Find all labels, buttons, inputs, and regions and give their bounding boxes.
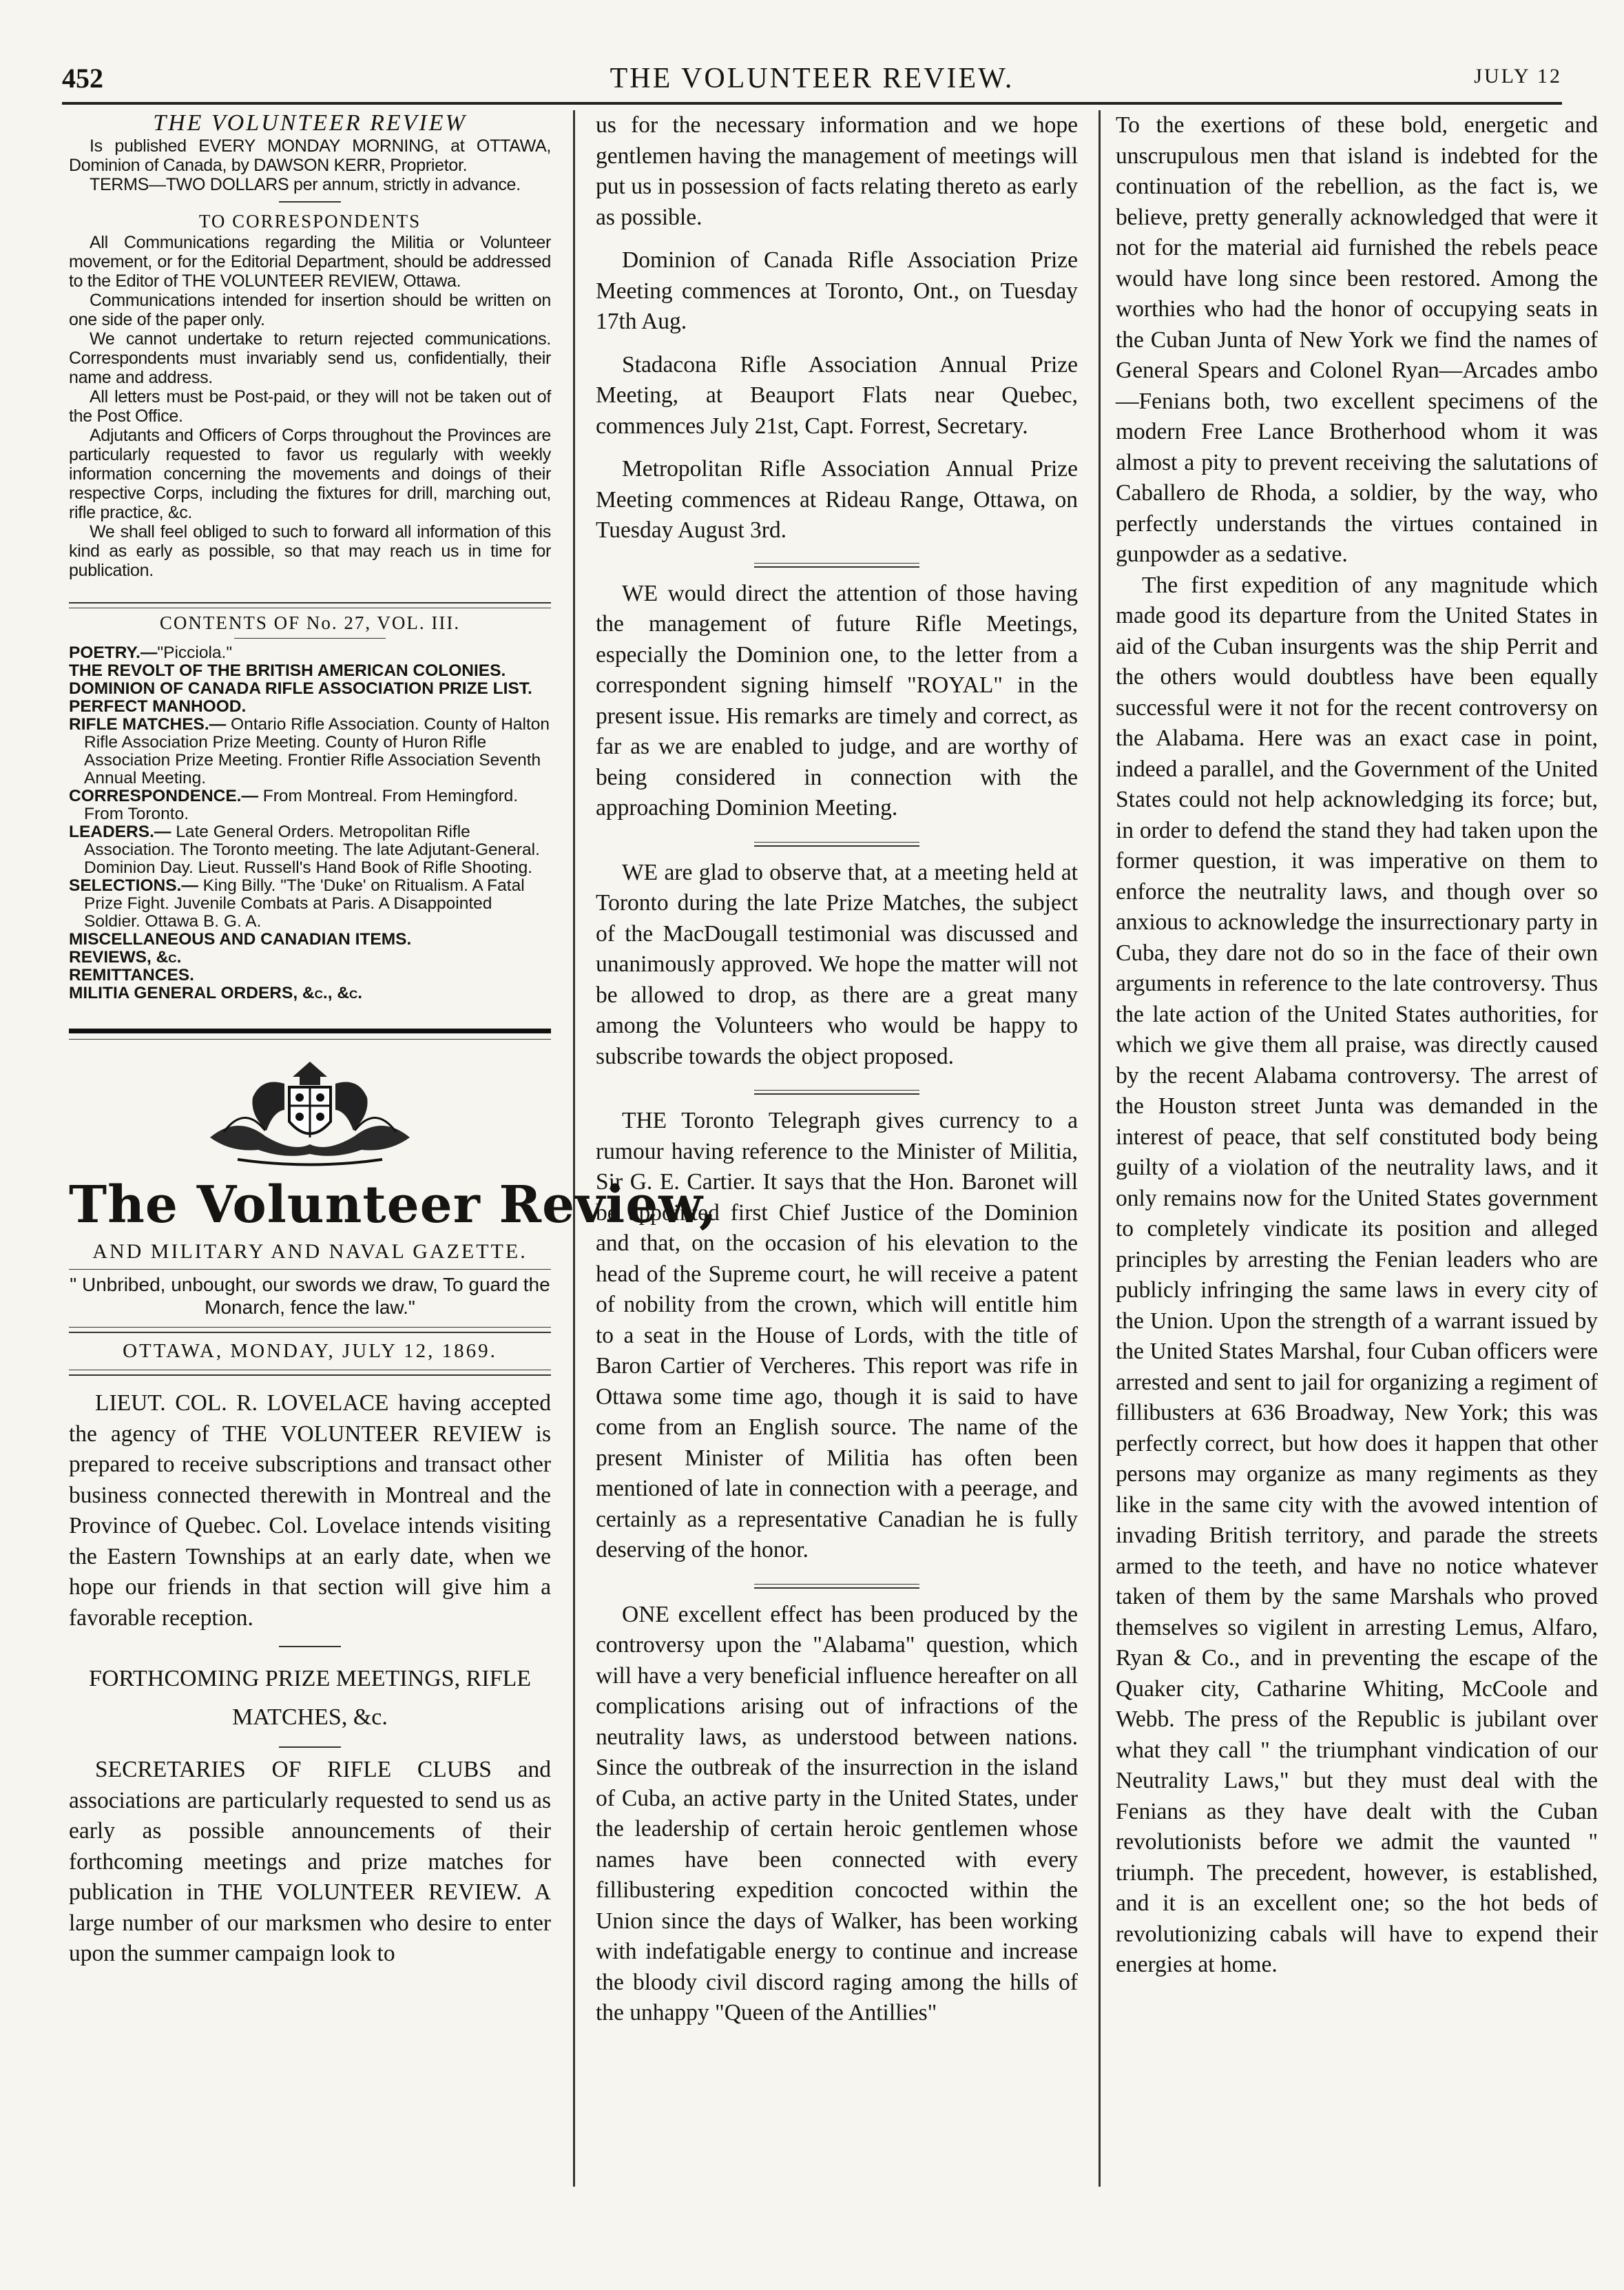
telegraph-paragraph: THE Toronto Telegraph gives currency to a rumour having reference to the Minister of Militia, Sir G. E. Cartier. It says that the Hon. Baronet will be appointed first Chief Justice of the Dominion and that, on the occasion of his elevation to the head of the Supreme court, he will receive a patent of nobility from the crown, which will entitle him to a seat in the House of Lords, with the title of Baron Cartier of Vercheres. This report was rife in Ottawa some time ago, though it is said to have come from an English source. The name of the present Minister of Militia has often been mentioned of late in connection with a peerage, and certainly as a representative Canadian he is fully deserving of the honor. [596,1108,1078,1562]
stadacona-notice: Stadacona Rifle Association Annual Prize Meeting, at Beauport Flats near Quebec, commences July 21st, Capt. Forrest, Secretary. [596,351,1078,439]
contents-label: MISCELLANEOUS AND CANADIAN ITEMS. [69,930,412,949]
contents-label: SELECTIONS.— [69,876,198,895]
contents-item [69,698,551,716]
page-number: 452 [62,63,103,94]
divider [69,1029,551,1033]
dominion-meeting-notice: Dominion of Canada Rifle Association Prize Meeting commences at Toronto, Ont., on Tuesday 17th Aug. [596,247,1078,334]
paper-title: THE VOLUNTEER REVIEW [153,110,467,136]
continued-paragraph: us for the necessary information and we hope gentlemen having the management of meetings will put us in possession of facts relating thereto as early as possible. [596,112,1078,230]
header-date: JULY 12 [1474,65,1562,87]
page-header [62,62,1562,103]
contents-text: From Montreal. From Hemingford. From Toronto. [84,787,519,823]
divider [754,1090,919,1091]
forthcoming-paragraph: SECRETARIES OF RIFLE CLUBS and associations are particularly requested to send us as early as possible announcements of their forthcoming meetings and prize matches for publication in THE VOLUNTEER REVIEW. A large number of our marksmen who desire to enter upon the summer campaign look to [69,1757,551,1966]
contents-item [69,680,551,698]
contents-label: REVIEWS, &c. [69,948,182,967]
contents-label: POETRY.— [69,643,158,662]
divider [754,1584,919,1585]
notice-item: All letters must be Post-paid, or they will not be taken out of the Post Office. [69,387,551,426]
divider [69,1039,551,1040]
contents-label: PERFECT MANHOOD. [69,697,247,716]
contents-label: RIFLE MATCHES.— [69,715,227,734]
column-rule [1099,110,1101,2187]
metropolitan-notice: Metropolitan Rifle Association Annual Prize Meeting commences at Rideau Range, Ottawa, on Tuesday August 3rd. [596,456,1078,543]
crest-icon [196,1049,424,1166]
alabama-paragraph: ONE excellent effect has been produced by the controversy upon the "Alabama" question, which will have a very beneficial influence hereafter on all complications arising out of infractions of the neutrality laws, as understood between nations. Since the outbreak of the insurrection in the island of Cuba, an active party in the United States, under the leadership of certain heroic gentlemen whose names have been connected with every fillibustering expedition concocted within the Union since the days of Walker, has been working with indefatigable energy to continue and increase the bloody civil discord raging among the hills of the unhappy "Queen of the Antillies" [596,1601,1078,2025]
cuba-paragraph: To the exertions of these bold, energetic and unscrupulous men that island is indebted for the continuation of the rebellion, as the fact is, we believe, pretty generally acknowledged that were it not for the material aid furnished the rebels peace would have long since been restored. Among the worthies who had the honor of occupying seats in the Cuban Junta of New York we find the names of General Spears and Colonel Ryan—Arcades ambo—Fenians both, two excellent specimens of the modern Free Lance Brotherhood whom it was almost a pity to prevent receiving the salutations of Caballero de Rhoda, a soldier, by the way, who perfectly understands the virtues contained in gunpowder as a sedative. [1116,112,1598,567]
contents-item [69,931,551,949]
masthead-subtitle: AND MILITARY AND NAVAL GAZETTE. [92,1240,528,1263]
divider [754,1587,919,1589]
dateline: OTTAWA, MONDAY, JULY 12, 1869. [123,1340,497,1362]
contents-text: Late General Orders. Metropolitan Rifle Association. The Toronto meeting. The late Adjutant-General. Dominion Day. Lieut. Russell's Hand Book of Rifle Shooting. [84,823,540,877]
divider [69,602,551,604]
contents-label: DOMINION OF CANADA RIFLE ASSOCIATION PRIZE LIST. [69,679,532,698]
notice-item: We cannot undertake to return rejected communications. Correspondents must invariably send us, confidentially, their name and address. [69,329,551,387]
contents-label: MILITIA GENERAL ORDERS, &c., &c. [69,984,363,1002]
contents-item [69,662,551,680]
testimonial-paragraph: WE are glad to observe that, at a meeting held at Toronto during the late Prize Matches, the subject of the MacDougall testimonial was discussed and unanimously approved. We hope the matter will not be allowed to drop, as there are a great many among the Volunteers who would be happy to subscribe towards the object proposed. [596,859,1078,1069]
notice-item: Adjutants and Officers of Corps throughout the Provinces are particularly requested to favor us regularly with weekly information concerning the movements and doings of their respective Corps, including the fixtures for drill, marching out, rifle practice, &c. [69,426,551,522]
contents-label: CORRESPONDENCE.— [69,787,258,805]
contents-heading: CONTENTS OF No. 27, VOL. III. [159,612,461,633]
running-title: THE VOLUNTEER REVIEW. [610,63,1014,94]
contents-label: LEADERS.— [69,823,171,841]
column-1 [69,110,718,2187]
divider [754,842,919,843]
divider [754,566,919,568]
notice-item: Communications intended for insertion should be written on one side of the paper only. [69,291,551,329]
contents-label: THE REVOLT OF THE BRITISH AMERICAN COLONIES. [69,661,506,680]
contents-item [69,984,551,1002]
header-rule [62,102,1562,105]
divider [69,1327,551,1328]
column-rule [573,110,575,2187]
divider [69,1374,551,1376]
motto: " Unbribed, unbought, our swords we draw, To guard the Monarch, fence the law." [70,1274,550,1318]
contents-item [69,716,551,787]
divider [754,1093,919,1095]
forthcoming-heading: FORTHCOMING PRIZE MEETINGS, RIFLE MATCHES, &c. [88,1666,532,1730]
royal-crest-image [69,1049,551,1170]
divider [69,1332,551,1333]
column-3 [1116,110,1598,2187]
divider [279,1646,341,1647]
divider [754,563,919,564]
contents-text: Ontario Rifle Association. County of Halton Rifle Association Prize Meeting. County of Huron Rifle Association Prize Meeting. Frontier Rifle Association Seventh Annual Meeting. [84,715,550,787]
notice-item: All Communications regarding the Militia or Volunteer movement, or for the Editorial Department, should be addressed to the Editor of THE VOLUNTEER REVIEW, Ottawa. [69,233,551,291]
contents-item [69,644,551,662]
expedition-paragraph: The first expedition of any magnitude which made good its departure from the United States in aid of the Cuban insurgents was the ship Perrit and the others would doubtless have been equally successful were it not for the recent controversy on the Alabama. Here was an exact case in point, indeed a parallel, and the Government of the United States could not help acknowledging its force; but, in order to defend the stand they had taken upon the former question, it was imperative on them to enforce the neutrality laws, and though over so anxious to acknowledge the insurrectionary party in Cuba, they dare not do so in the face of their own arguments in reference to the late controversy. Thus the late action of the United States authorities, for which we give them all praise, was directly caused by the recent Alabama controversy. The arrest of the Houston street Junta was demanded in the interest of peace, that self constituted body being guilty of a violation of the neutrality laws, and it only remains now for the United States government to completely vindicate its position and alleged principles by arresting the Fenian leaders who are publicly infringing the same laws in every city of the Union. Upon the strength of a warrant issued by the United States Marshal, four Cuban officers were arrested and sent to jail for organizing a regiment of fillibusters at 636 Broadway, New York; this was perfectly correct, but how does it happen that other persons may organize as many regiments as they like in the same city with the avowed intention of invading British territory, and parade the streets armed to the teeth, and have no notice whatever taken of them by the same Marshals who proved themselves so vigilent in arresting Lemus, Alfaro, Ryan & Co., and in preventing the escape of the Quaker city, Catharine Whiting, McCoole and Webb. The press of the Republic is jubilant over what they call " the triumphant vindication of our Neutrality Laws," but they must deal with the Fenians as they have dealt with the Cuban revolutionists before we admit the vaunted " triumph. The precedent, however, is established, and it is an excellent one; so the hot beds of revolutionizing cabals will have to expend their energies at home. [1116,572,1598,1977]
contents-text: King Billy. "The 'Duke' on Ritualism. A Fatal Prize Fight. Juvenile Combats at Paris. A Disappointed Soldier. Ottawa B. G. A. [84,876,525,931]
divider [69,1269,551,1270]
terms: TERMS—TWO DOLLARS per annum, strictly in advance. [90,175,521,194]
contents-text: "Picciola." [157,643,233,662]
attention-paragraph: WE would direct the attention of those having the management of future Rifle Meetings, especially the Dominion one, to the letter from a correspondent signing himself "ROYAL" in the present issue. His remarks are timely and correct, as far as we are enabled to judge, and are worthy of being considered in connection with the approaching Dominion Meeting. [596,580,1078,821]
divider [279,201,341,203]
divider [234,638,386,639]
contents-item [69,877,551,931]
divider [279,1746,341,1748]
publish-info: Is published EVERY MONDAY MORNING, at OTTAWA, Dominion of Canada, by DAWSON KERR, Proprietor. [69,136,551,175]
contents-item [69,967,551,984]
agency-paragraph: LIEUT. COL. R. LOVELACE having accepted the agency of THE VOLUNTEER REVIEW is prepared to receive subscriptions and transact other business connected therewith in Montreal and the Province of Quebec. Col. Lovelace intends visiting the Eastern Townships at an early date, when we hope our friends in that section will give him a favorable reception. [69,1390,551,1631]
divider [754,845,919,847]
masthead: The Volunteer Review, [69,1175,718,1235]
column-2 [596,110,1078,2187]
contents-item [69,823,551,877]
correspondents-heading: TO CORRESPONDENTS [198,211,421,231]
contents-item [69,787,551,823]
contents-item [69,949,551,967]
contents-label: REMITTANCES. [69,966,194,984]
notice-item: We shall feel obliged to such to forward all information of this kind as early as possible, so that may reach us in time for publication. [69,522,551,580]
